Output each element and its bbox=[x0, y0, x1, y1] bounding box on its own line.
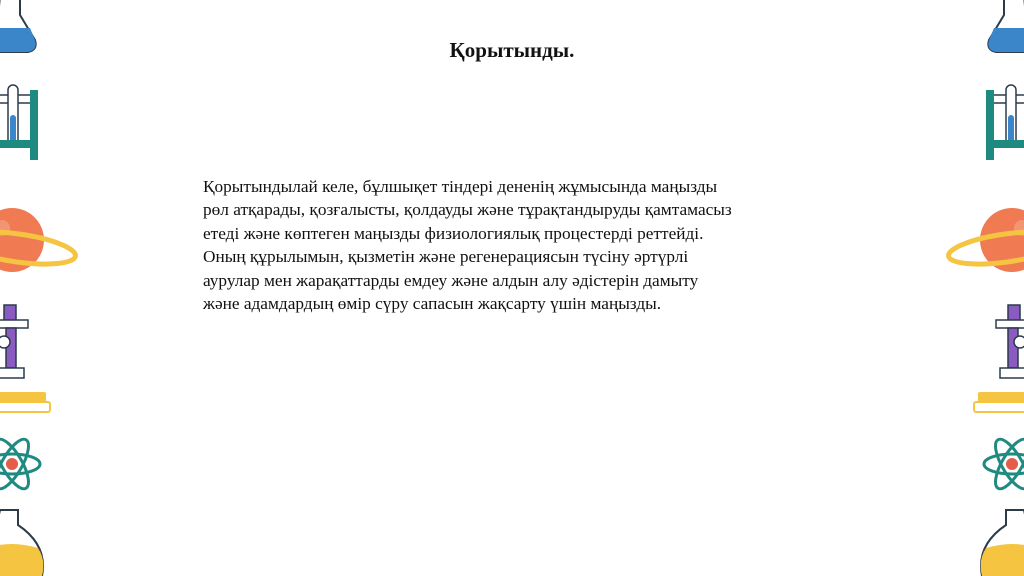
body-line: Қорытындылай келе, бұлшықет тіндері дененің жұмысында маңызды bbox=[203, 177, 718, 196]
right-decor-border bbox=[944, 0, 1024, 576]
slide-body-text bbox=[203, 175, 853, 315]
atom-icon bbox=[0, 435, 40, 493]
beaker-icon bbox=[981, 510, 1024, 576]
planet-icon bbox=[0, 208, 77, 272]
microscope-icon bbox=[0, 305, 28, 378]
beaker-icon bbox=[0, 510, 43, 576]
body-line: Оның құрылымын, қызметін және регенерациясын түсіну әртүрлі bbox=[203, 247, 689, 267]
test-tube-icon bbox=[986, 85, 1024, 160]
test-tube-icon bbox=[0, 85, 38, 160]
body-line: және адамдардың өмір сүру сапасын жақсарту үшін маңызды. bbox=[203, 294, 662, 314]
slide-title: Қорытынды. bbox=[449, 38, 575, 62]
planet-icon bbox=[947, 208, 1024, 272]
atom-icon bbox=[984, 435, 1024, 493]
books-icon bbox=[974, 392, 1024, 412]
left-decor-border bbox=[0, 0, 80, 576]
body-line: аурулар мен жарақаттарды емдеу және алдын алу әдістерін дамыту bbox=[203, 270, 699, 290]
microscope-icon bbox=[996, 305, 1024, 378]
body-line: рөл атқарады, қозғалысты, қолдауды және тұрақтандыруды қамтамасыз bbox=[203, 200, 732, 220]
books-icon bbox=[0, 392, 50, 412]
body-line: етеді және көптеген маңызды физиологиялық процестерді реттейді. bbox=[203, 223, 704, 243]
